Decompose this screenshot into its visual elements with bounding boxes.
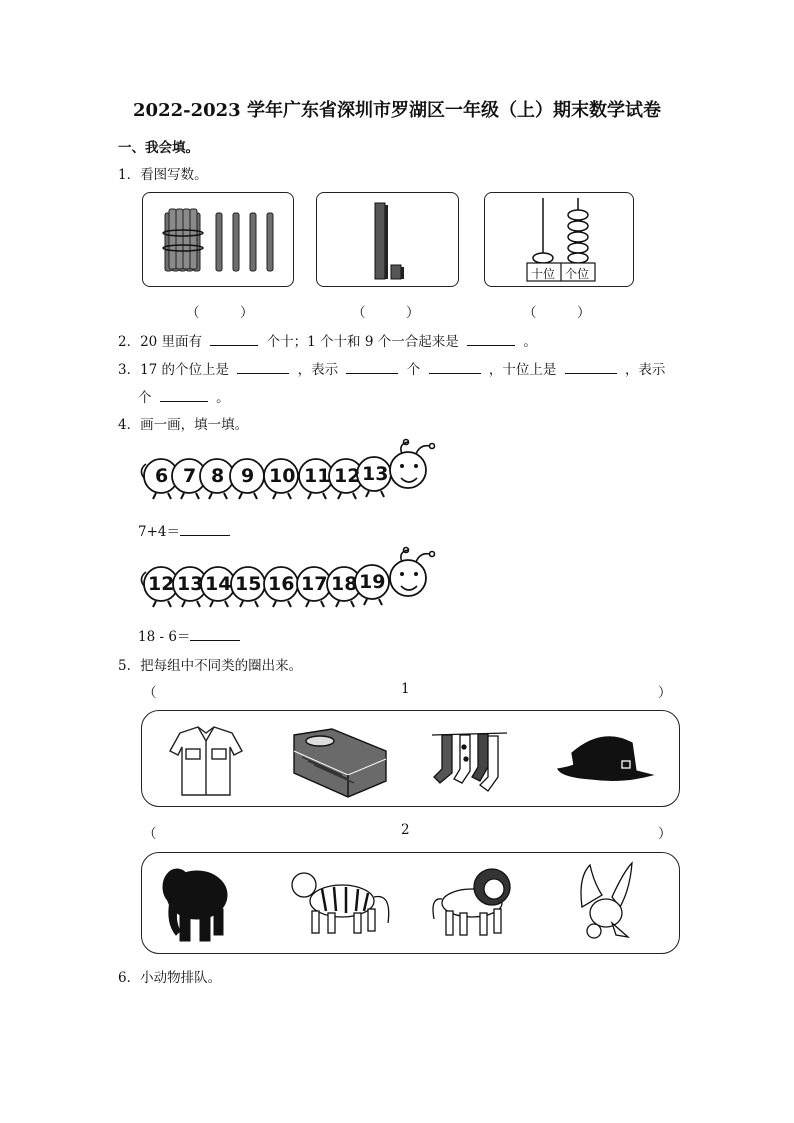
caterpillar-1-number: 7 — [183, 465, 197, 487]
group-2-open-paren: （ — [143, 826, 157, 842]
rods-picture-box — [142, 192, 294, 287]
caterpillar-1-number: 12 — [334, 465, 361, 487]
caterpillar-2-number: 19 — [359, 571, 386, 593]
caterpillar-2-number: 14 — [205, 573, 232, 595]
socks-icon — [432, 733, 507, 791]
q3-blank-tens-unit[interactable] — [160, 389, 208, 402]
q4-label: 4．画一画，填一填。 — [118, 417, 249, 433]
q3-blank-ones-unit[interactable] — [429, 361, 481, 374]
lion-icon — [433, 869, 510, 935]
caterpillar-2-number: 12 — [148, 573, 175, 595]
answer-blank-2[interactable]: （ ） — [352, 305, 420, 321]
section-heading: 一、我会填。 — [118, 140, 199, 156]
caterpillar-2-number: 15 — [235, 573, 262, 595]
caterpillar-1-number: 13 — [362, 463, 389, 485]
group-2-number: 2 — [401, 822, 410, 838]
q5-label: 5．把每组中不同类的圈出来。 — [118, 658, 303, 674]
q2-blank-tens[interactable] — [210, 333, 258, 346]
q3-text-e: ，表示 — [624, 362, 666, 378]
caterpillar-2-number: 17 — [301, 573, 328, 595]
abacus-icon — [485, 193, 633, 286]
q2-text-b: 个十；1 个十和 9 个一合起来是 — [266, 334, 459, 350]
equation-2-blank[interactable] — [190, 628, 240, 641]
equation-1-text: 7+4＝ — [138, 524, 180, 540]
caterpillar-2-number: 13 — [177, 573, 204, 595]
q3-line-1 — [118, 358, 665, 378]
q3-text-b: ，表示 — [297, 362, 339, 378]
group-1-close-paren: ） — [658, 685, 672, 701]
q2-line — [118, 330, 537, 350]
group-2-box — [141, 852, 680, 954]
shirt-icon — [170, 727, 242, 795]
bundle-rods-icon — [143, 193, 293, 286]
tens-place-label: 十位 — [531, 267, 556, 281]
caterpillar-2-number: 18 — [331, 573, 358, 595]
caterpillar-1-number: 11 — [304, 465, 331, 487]
q3-text-c: 个 — [406, 362, 421, 378]
group-1-pictures — [142, 711, 679, 806]
q2-text-a: 2．20 里面有 — [118, 334, 203, 350]
q3-blank-ones-digit[interactable] — [237, 361, 289, 374]
q3-blank-tens-digit[interactable] — [565, 361, 617, 374]
q2-blank-total[interactable] — [467, 333, 515, 346]
page-title: 2022-2023 学年广东省深圳市罗湖区一年级（上）期末数学试卷 — [133, 100, 661, 121]
hat-icon — [558, 737, 652, 780]
caterpillar-1-number: 8 — [211, 465, 225, 487]
q3-text-g: 。 — [216, 390, 230, 406]
q3-blank-ones-count[interactable] — [346, 361, 398, 374]
q3-text-d: ，十位上是 — [488, 362, 557, 378]
q3-text-f: 个 — [138, 390, 152, 406]
q3-line-2 — [138, 386, 230, 406]
q4-equation-1 — [138, 520, 230, 540]
answer-blank-3[interactable]: （ ） — [523, 305, 591, 321]
blocks-picture-box — [316, 192, 459, 287]
place-value-blocks-icon — [317, 193, 458, 286]
q4-equation-2 — [138, 625, 240, 645]
answer-blank-1[interactable]: （ ） — [186, 305, 254, 321]
caterpillar-1-number: 6 — [155, 465, 169, 487]
eagle-icon — [581, 863, 632, 938]
equation-2-text: 18 - 6＝ — [138, 629, 191, 645]
tiger-icon — [292, 873, 389, 933]
caterpillar-1-number: 9 — [241, 465, 255, 487]
elephant-icon — [163, 869, 227, 941]
equation-1-blank[interactable] — [180, 523, 230, 536]
caterpillar-2 — [136, 548, 436, 612]
abacus-picture-box — [484, 192, 634, 287]
group-2-pictures — [142, 853, 679, 953]
group-1-box — [141, 710, 680, 807]
group-1-number: 1 — [401, 681, 410, 697]
group-2-close-paren: ） — [658, 826, 672, 842]
group-1-open-paren: （ — [143, 685, 157, 701]
bed-icon — [294, 729, 386, 797]
q6-label: 6．小动物排队。 — [118, 970, 222, 986]
caterpillar-1 — [136, 438, 436, 502]
q3-text-a: 3．17 的个位上是 — [118, 362, 230, 378]
ones-place-label: 个位 — [565, 267, 590, 281]
caterpillar-1-number: 10 — [269, 465, 296, 487]
q1-label: 1．看图写数。 — [118, 167, 208, 183]
caterpillar-2-number: 16 — [268, 573, 295, 595]
q2-text-c: 。 — [523, 334, 537, 350]
